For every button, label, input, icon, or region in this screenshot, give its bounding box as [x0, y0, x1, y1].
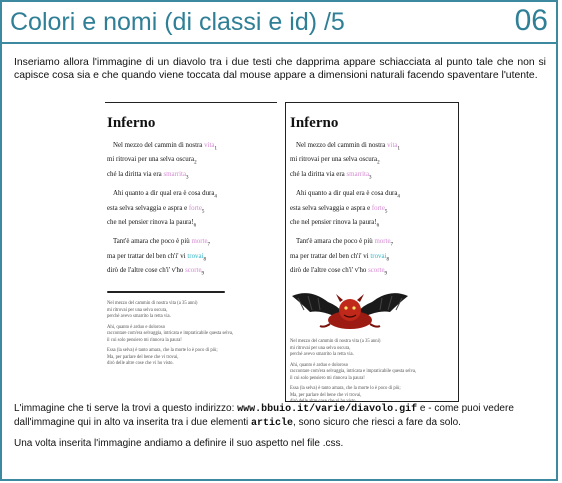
line-text: Tant'è amara che poco è più: [113, 238, 192, 246]
highlighted-word[interactable]: smarrita: [346, 170, 370, 178]
highlighted-word[interactable]: trovai: [187, 252, 204, 260]
slide-header: [2, 2, 556, 44]
instructions-paragraph: [14, 402, 546, 430]
footnote-marker: 3: [186, 175, 189, 181]
footnote-marker: 6: [376, 223, 380, 229]
p1-text-start: L'immagine che ti serve la trovi a questo indirizzo:: [14, 403, 238, 414]
stanza: [107, 188, 275, 231]
poem-line: [290, 236, 458, 250]
footnote-line: dirò delle altre cose che vi ho visto.: [290, 399, 357, 402]
highlighted-word[interactable]: forte: [188, 204, 202, 212]
footnote-marker: 2: [377, 160, 380, 166]
article-title: Inferno: [290, 115, 339, 131]
highlighted-word[interactable]: vita: [204, 142, 215, 149]
footnote-marker: 3: [369, 175, 372, 181]
footnote-group: [290, 363, 458, 383]
line-text: ché la diritta via era: [107, 170, 164, 178]
p1-text-middle: e - come puoi vedere dall'immagine qui in alto va inserita tra i due elementi: [14, 403, 514, 428]
image-url: www.bbuio.it/varie/diavolo.gif: [237, 404, 418, 415]
footnote-marker: 4: [214, 194, 217, 200]
poem-line: [290, 251, 458, 265]
footnote-marker: 7: [207, 242, 211, 248]
article-tag: article: [251, 418, 294, 429]
line-text: esta selva selvaggia e aspra e: [107, 204, 189, 212]
footnote-group: [107, 301, 275, 321]
footnote-line: dirò delle altre cose che vi ho visto.: [107, 361, 174, 367]
footnote-marker: 9: [384, 271, 388, 277]
footnote-group: [107, 348, 275, 368]
intro-paragraph: Inseriamo allora l'immagine di un diavolo tra i due testi che dapprima appare schiacciata al punto tale che non si capisce cosa sia e che quando viene toccata dal mouse appare a dimensioni naturali facendo spaventare l'utente.: [14, 57, 546, 81]
footnote-line: raccontare com'era selvaggia, intricata e impraticabile questa selva,: [107, 331, 234, 337]
footnote-line: Essa (la selva) è tanto amara, che la morte lo è poco di più;: [290, 386, 401, 392]
highlighted-word[interactable]: trovai: [370, 252, 387, 260]
highlighted-word[interactable]: vita: [387, 142, 398, 149]
footnote-line: perché avevo smarrito la retta via.: [107, 314, 171, 320]
footnote-line: mi ritrovai per una selva oscura,: [107, 307, 168, 313]
footnote-marker: 1: [214, 146, 217, 152]
highlighted-word[interactable]: morte: [374, 238, 391, 246]
footnote-marker: 5: [201, 208, 205, 214]
poem-line: [107, 154, 275, 168]
poem-stanzas: [107, 140, 275, 279]
poem-line: [290, 203, 458, 217]
footnote-marker: 2: [194, 160, 197, 166]
line-text: Nel mezzo del cammin di nostra: [113, 142, 205, 149]
line-text: dirò de l'altre cose ch'i' v'ho: [290, 267, 369, 274]
poem-line: [107, 265, 275, 279]
footnote-line: Essa (la selva) è tanto amara, che la morte lo è poco di più;: [107, 348, 218, 354]
line-text: ma per trattar del ben ch'i' vi: [290, 252, 371, 260]
footnote-marker: 1: [397, 146, 400, 152]
poem-line: [290, 265, 458, 279]
footnote-line: Ma, per parlare del bene che vi trovai,: [290, 392, 362, 398]
highlighted-word[interactable]: scorte: [368, 267, 385, 274]
highlighted-word[interactable]: forte: [371, 204, 385, 212]
stanza: [107, 140, 275, 183]
devil-image[interactable]: [290, 288, 410, 330]
poem-line: [107, 203, 275, 217]
footnote-line: raccontare com'era selvaggia, intricata e impraticabile questa selva,: [290, 369, 417, 375]
line-text: esta selva selvaggia e aspra e: [290, 204, 372, 212]
line-text: che nel pensier rinova la paura!: [107, 218, 194, 226]
line-text: Ahi quanto a dir qual era è cosa dura: [296, 190, 398, 198]
poem-line: [107, 169, 275, 183]
line-text: ma per trattar del ben ch'i' vi: [107, 252, 188, 260]
footnote-group: [107, 325, 275, 345]
article-preview-squashed: [105, 102, 277, 401]
poem-line: [290, 169, 458, 183]
highlighted-word[interactable]: morte: [191, 238, 208, 246]
footnote-group: [290, 339, 458, 359]
footnote-line: il cui solo pensiero mi rinnova la paura!: [107, 337, 182, 343]
slide-title: Colori e nomi (di classi e id) /5: [10, 8, 345, 36]
poem-line: [107, 251, 275, 265]
article-content: [107, 103, 275, 372]
line-text: ché la diritta via era: [290, 170, 347, 178]
poem-line: [290, 154, 458, 168]
poem-line: [107, 188, 275, 202]
footnote-line: Ahi, quanto è arduo e doloroso: [107, 324, 166, 330]
footnote-marker: 8: [386, 257, 389, 262]
css-paragraph: Una volta inserita l'immagine andiamo a definire il suo aspetto nel file .css.: [14, 438, 344, 449]
poem-line: [107, 236, 275, 250]
footnote-marker: 9: [201, 271, 205, 277]
footnote-group: [290, 386, 458, 402]
poem-stanzas: [290, 140, 458, 279]
p1-text-end: , sono sicuro che riesci a fare da solo.: [293, 417, 461, 428]
poem-line: [107, 140, 275, 154]
slide-number: 06: [514, 4, 548, 37]
line-text: mi ritrovai per una selva oscura: [107, 156, 195, 164]
poem-line: [290, 217, 458, 231]
line-text: che nel pensier rinova la paura!: [290, 218, 377, 226]
article-content: [290, 103, 458, 402]
footnote-line: perché avevo smarrito la retta via.: [290, 352, 354, 358]
line-text: Nel mezzo del cammin di nostra: [296, 142, 388, 149]
footnote-marker: 7: [390, 242, 394, 248]
poem-line: [107, 217, 275, 231]
footnote-line: Ahi, quanto è arduo e doloroso: [290, 362, 349, 368]
line-text: dirò de l'altre cose ch'i' v'ho: [107, 267, 186, 274]
stanza: [107, 236, 275, 279]
footnote-marker: 5: [384, 208, 388, 214]
line-text: Tant'è amara che poco è più: [296, 238, 375, 246]
stanza: [290, 140, 458, 183]
footnote-line: mi ritrovai per una selva oscura,: [290, 345, 351, 351]
footnote-marker: 6: [193, 223, 197, 229]
footnotes: [290, 339, 458, 402]
footnote-line: il cui solo pensiero mi rinnova la paura!: [290, 375, 365, 381]
footnote-line: Nel mezzo del cammin di nostra vita (a 35 anni): [107, 301, 198, 307]
stanza: [290, 236, 458, 279]
article-title: Inferno: [107, 115, 156, 131]
line-text: mi ritrovai per una selva oscura: [290, 156, 378, 164]
footnote-marker: 4: [397, 194, 400, 200]
squashed-devil-image[interactable]: [107, 291, 225, 293]
footnote-line: Ma, per parlare del bene che vi trovai,: [107, 354, 179, 360]
stanza: [290, 188, 458, 231]
footnotes: [107, 301, 275, 368]
footnote-line: Nel mezzo del cammin di nostra vita (a 35 anni): [290, 339, 381, 345]
highlighted-word[interactable]: scorte: [185, 267, 202, 274]
article-preview-hover: [285, 102, 459, 402]
highlighted-word[interactable]: smarrita: [163, 170, 187, 178]
line-text: Ahi quanto a dir qual era è cosa dura: [113, 190, 215, 198]
footnote-marker: 8: [203, 257, 206, 262]
poem-line: [290, 188, 458, 202]
poem-line: [290, 140, 458, 154]
